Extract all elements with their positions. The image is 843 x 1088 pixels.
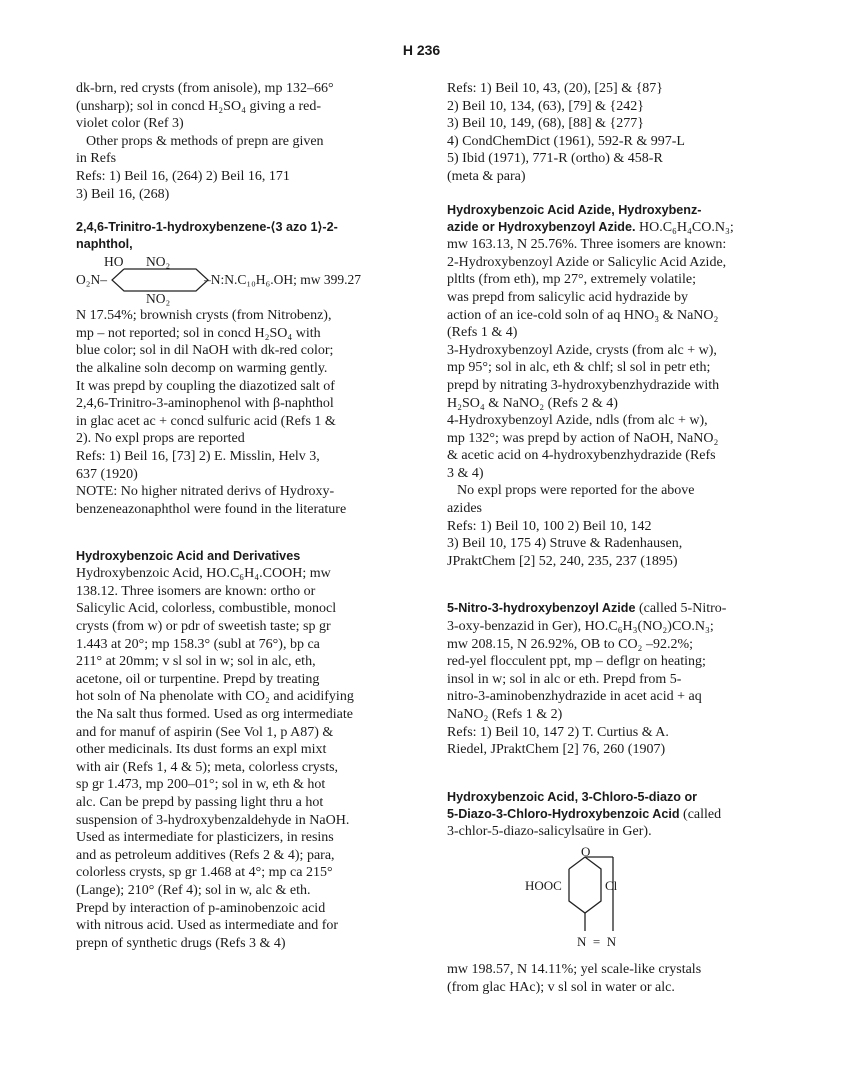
text-line: 5) Ibid (1971), 771-R (ortho) & 458-R (447, 151, 663, 167)
text-line: Used as intermediate for plasticizers, in resins (76, 830, 334, 846)
text-line: Refs: 1) Beil 10, 100 2) Beil 10, 142 (447, 518, 652, 534)
text-line: Refs: 1) Beil 16, (264) 2) Beil 16, 171 (76, 168, 290, 184)
text-line: 3-Hydroxybenzoyl Azide, crysts (from alc + w), (447, 342, 717, 358)
right-column (447, 80, 787, 996)
text-line: 2). No expl props are reported (76, 431, 245, 447)
text-line: in Refs (76, 151, 117, 167)
text-line: Salicylic Acid, colorless, combustible, monocl (76, 601, 337, 617)
text-line: 2,4,6-Trinitro-3-aminophenol with β-naphthol (76, 396, 334, 412)
text-line: acetone, oil or turpentine. Prepd by treating (76, 671, 320, 687)
text-line: & acetic acid on 4-hydroxybenzhydrazide (Refs (447, 448, 716, 464)
structure-label: NO₂ (146, 254, 171, 270)
text-line: was prepd from salicylic acid hydrazide by (447, 289, 689, 305)
text-line: No expl props were reported for the above (457, 483, 695, 499)
text-line: and for manuf of aspirin (See Vol 1, p A87) & (76, 724, 334, 740)
text-line: crysts (from w) or pdr of sweetish taste; sp gr (76, 619, 331, 635)
text-line: 1.443 at 20°; mp 158.3° (subl at 76°), bp ca (76, 636, 320, 652)
text-line: HO.C₆H₄CO.N₃; (638, 219, 734, 235)
text-line: mp 132°; was prepd by action of NaOH, NaNO₂ (447, 430, 719, 446)
text-line: H₂SO₄ & NaNO₂ (Refs 2 & 4) (447, 395, 618, 411)
text-line: 211° at 20mm; v sl sol in w; sol in alc, eth, (76, 654, 316, 670)
text-line: azides (447, 501, 482, 517)
text-line: 3-oxy-benzazid in Ger), HO.C₆H₃(NO₂)CO.N₃; (447, 619, 714, 635)
text-line: Other props & methods of prepn are given (86, 133, 324, 149)
text-line: dk-brn, red crysts (from anisole), mp 132–66° (76, 81, 334, 96)
text-line: Refs: 1) Beil 10, 43, (20), [25] & {87} (447, 81, 664, 96)
text-line: 2-Hydroxybenzoyl Azide or Salicylic Acid Azide, (447, 254, 727, 270)
text-line: 3 & 4) (447, 465, 484, 481)
text-line: (from glac HAc); v sl sol in water or alc. (447, 979, 675, 995)
structure-label: O₂N– (76, 272, 107, 288)
text-line: It was prepd by coupling the diazotized salt of (76, 378, 335, 394)
text-line: 138.12. Three isomers are known: ortho or (76, 583, 316, 599)
structure-label: O (581, 843, 591, 859)
structure-label: HOOC (525, 877, 562, 893)
entry-title: naphthol, (76, 237, 133, 252)
text-line: mw 198.57, N 14.11%; yel scale-like crystals (447, 961, 702, 977)
entry-title: Hydroxybenzoic Acid, 3-Chloro-5-diazo or (447, 789, 698, 804)
entry-title: Hydroxybenzoic Acid Azide, Hydroxybenz- (447, 202, 702, 217)
text-line: Riedel, JPraktChem [2] 76, 260 (1907) (447, 742, 666, 758)
trinitro-structure (76, 253, 406, 307)
text-line: 3-chlor-5-diazo-salicylsaüre in Ger). (447, 824, 652, 840)
text-line: blue color; sol in dil NaOH with dk-red color; (76, 343, 334, 359)
text-line: Prepd by interaction of p-aminobenzoic acid (76, 900, 326, 916)
text-line: sp gr 1.473, mp 200–01°; sol in w, eth & hot (76, 777, 326, 793)
text-line: JPraktChem [2] 52, 240, 235, 237 (1895) (447, 553, 678, 569)
text-line: 4-Hydroxybenzoyl Azide, ndls (from alc + w), (447, 413, 708, 429)
entry-title: azide or Hydroxybenzoyl Azide. (447, 219, 636, 234)
text-line: (called 5-Nitro- (638, 601, 727, 617)
text-line: (meta & para) (447, 168, 526, 184)
text-line: mp 95°; sol in alc, eth & chlf; sl sol in petr eth; (447, 360, 711, 376)
text-line: alc. Can be prepd by passing light thru a hot (76, 795, 324, 810)
text-line: the alkaline soln decomp on warming gently. (76, 360, 328, 376)
text-line: mw 163.13, N 25.76%. Three isomers are known: (447, 237, 727, 253)
entry-title: Hydroxybenzoic Acid and Derivatives (76, 549, 301, 564)
text-line: pltlts (from eth), mp 27°, extremely volatile; (447, 272, 696, 288)
text-line: with nitrous acid. Used as intermediate and for (76, 918, 339, 934)
text-line: insol in w; sol in alc or eth. Prepd from 5- (447, 671, 682, 687)
text-line: 3) Beil 16, (268) (76, 186, 170, 202)
text-line: the Na salt thus formed. Used as org intermediate (76, 707, 353, 723)
text-line: (unsharp); sol in concd H₂SO₄ giving a red- (76, 98, 321, 114)
entry-title: 2,4,6-Trinitro-1-hydroxybenzene-⟨3 azo 1⟩-2- (76, 220, 338, 235)
text-line: 3) Beil 10, 175 4) Struve & Radenhausen, (447, 536, 683, 552)
text-line: (called (683, 806, 722, 822)
text-line: mw 208.15, N 26.92%, OB to CO₂ –92.2%; (447, 636, 693, 652)
text-line: violet color (Ref 3) (76, 116, 184, 132)
text-line: prepn of synthetic drugs (Refs 3 & 4) (76, 935, 286, 951)
diazo-ring-icon (447, 841, 787, 961)
text-line: red-yel flocculent ppt, mp – deflgr on heating; (447, 654, 706, 670)
structure-label: Cl (605, 877, 618, 893)
text-line: Hydroxybenzoic Acid, HO.C₆H₄.COOH; mw (76, 566, 331, 582)
text-line: suspension of 3-hydroxybenzaldehyde in NaOH. (76, 812, 350, 828)
text-line: 4) CondChemDict (1961), 592-R & 997-L (447, 133, 685, 149)
structure-label: N = N (577, 933, 617, 949)
text-line: 2) Beil 10, 134, (63), [79] & {242} (447, 98, 644, 114)
text-line: 637 (1920) (76, 466, 138, 482)
text-line: N 17.54%; brownish crysts (from Nitrobenz), (76, 308, 332, 324)
structure-label: NO₂ (146, 291, 171, 307)
text-line: Refs: 1) Beil 10, 147 2) T. Curtius & A. (447, 724, 669, 740)
text-line: other medicinals. Its dust forms an expl mixt (76, 742, 327, 758)
text-line: nitro-3-aminobenzhydrazide in acet acid + aq (447, 689, 702, 705)
structure-label: –N:N.C₁₀H₆.OH; mw 399.27 (204, 272, 361, 288)
text-line: mp – not reported; sol in concd H₂SO₄ with (76, 325, 321, 341)
text-line: and as petroleum additives (Refs 2 & 4); para, (76, 847, 335, 863)
diazo-ring-structure (447, 841, 787, 961)
text-line: in glac acet ac + concd sulfuric acid (Refs 1 & (76, 413, 336, 429)
text-line: (Refs 1 & 4) (447, 325, 518, 341)
text-line: NOTE: No higher nitrated derivs of Hydroxy- (76, 484, 335, 500)
text-line: hot soln of Na phenolate with CO₂ and acidifying (76, 689, 354, 705)
entry-title: 5-Diazo-3-Chloro-Hydroxybenzoic Acid (447, 806, 680, 821)
text-line: 3) Beil 10, 149, (68), [88] & {277} (447, 116, 644, 132)
text-line: with air (Refs 1, 4 & 5); meta, colorless crysts, (76, 759, 339, 775)
text-line: benzeneazonaphthol were found in the literature (76, 501, 347, 517)
text-line: Refs: 1) Beil 16, [73] 2) E. Misslin, Helv 3, (76, 448, 320, 464)
text-line: action of an ice-cold soln of aq HNO₃ & NaNO₂ (447, 307, 719, 323)
entry-title: 5-Nitro-3-hydroxybenzoyl Azide (447, 601, 636, 616)
text-line: prepd by nitrating 3-hydroxybenzhydrazide with (447, 377, 720, 393)
structure-label: HO (104, 254, 124, 270)
left-column (76, 80, 406, 952)
text-line: NaNO₂ (Refs 1 & 2) (447, 707, 563, 722)
text-line: colorless crysts, sp gr 1.468 at 4°; mp ca 215° (76, 865, 333, 881)
text-line: (Lange); 210° (Ref 4); sol in w, alc & eth. (76, 882, 311, 898)
page-header: H 236 (402, 42, 441, 58)
